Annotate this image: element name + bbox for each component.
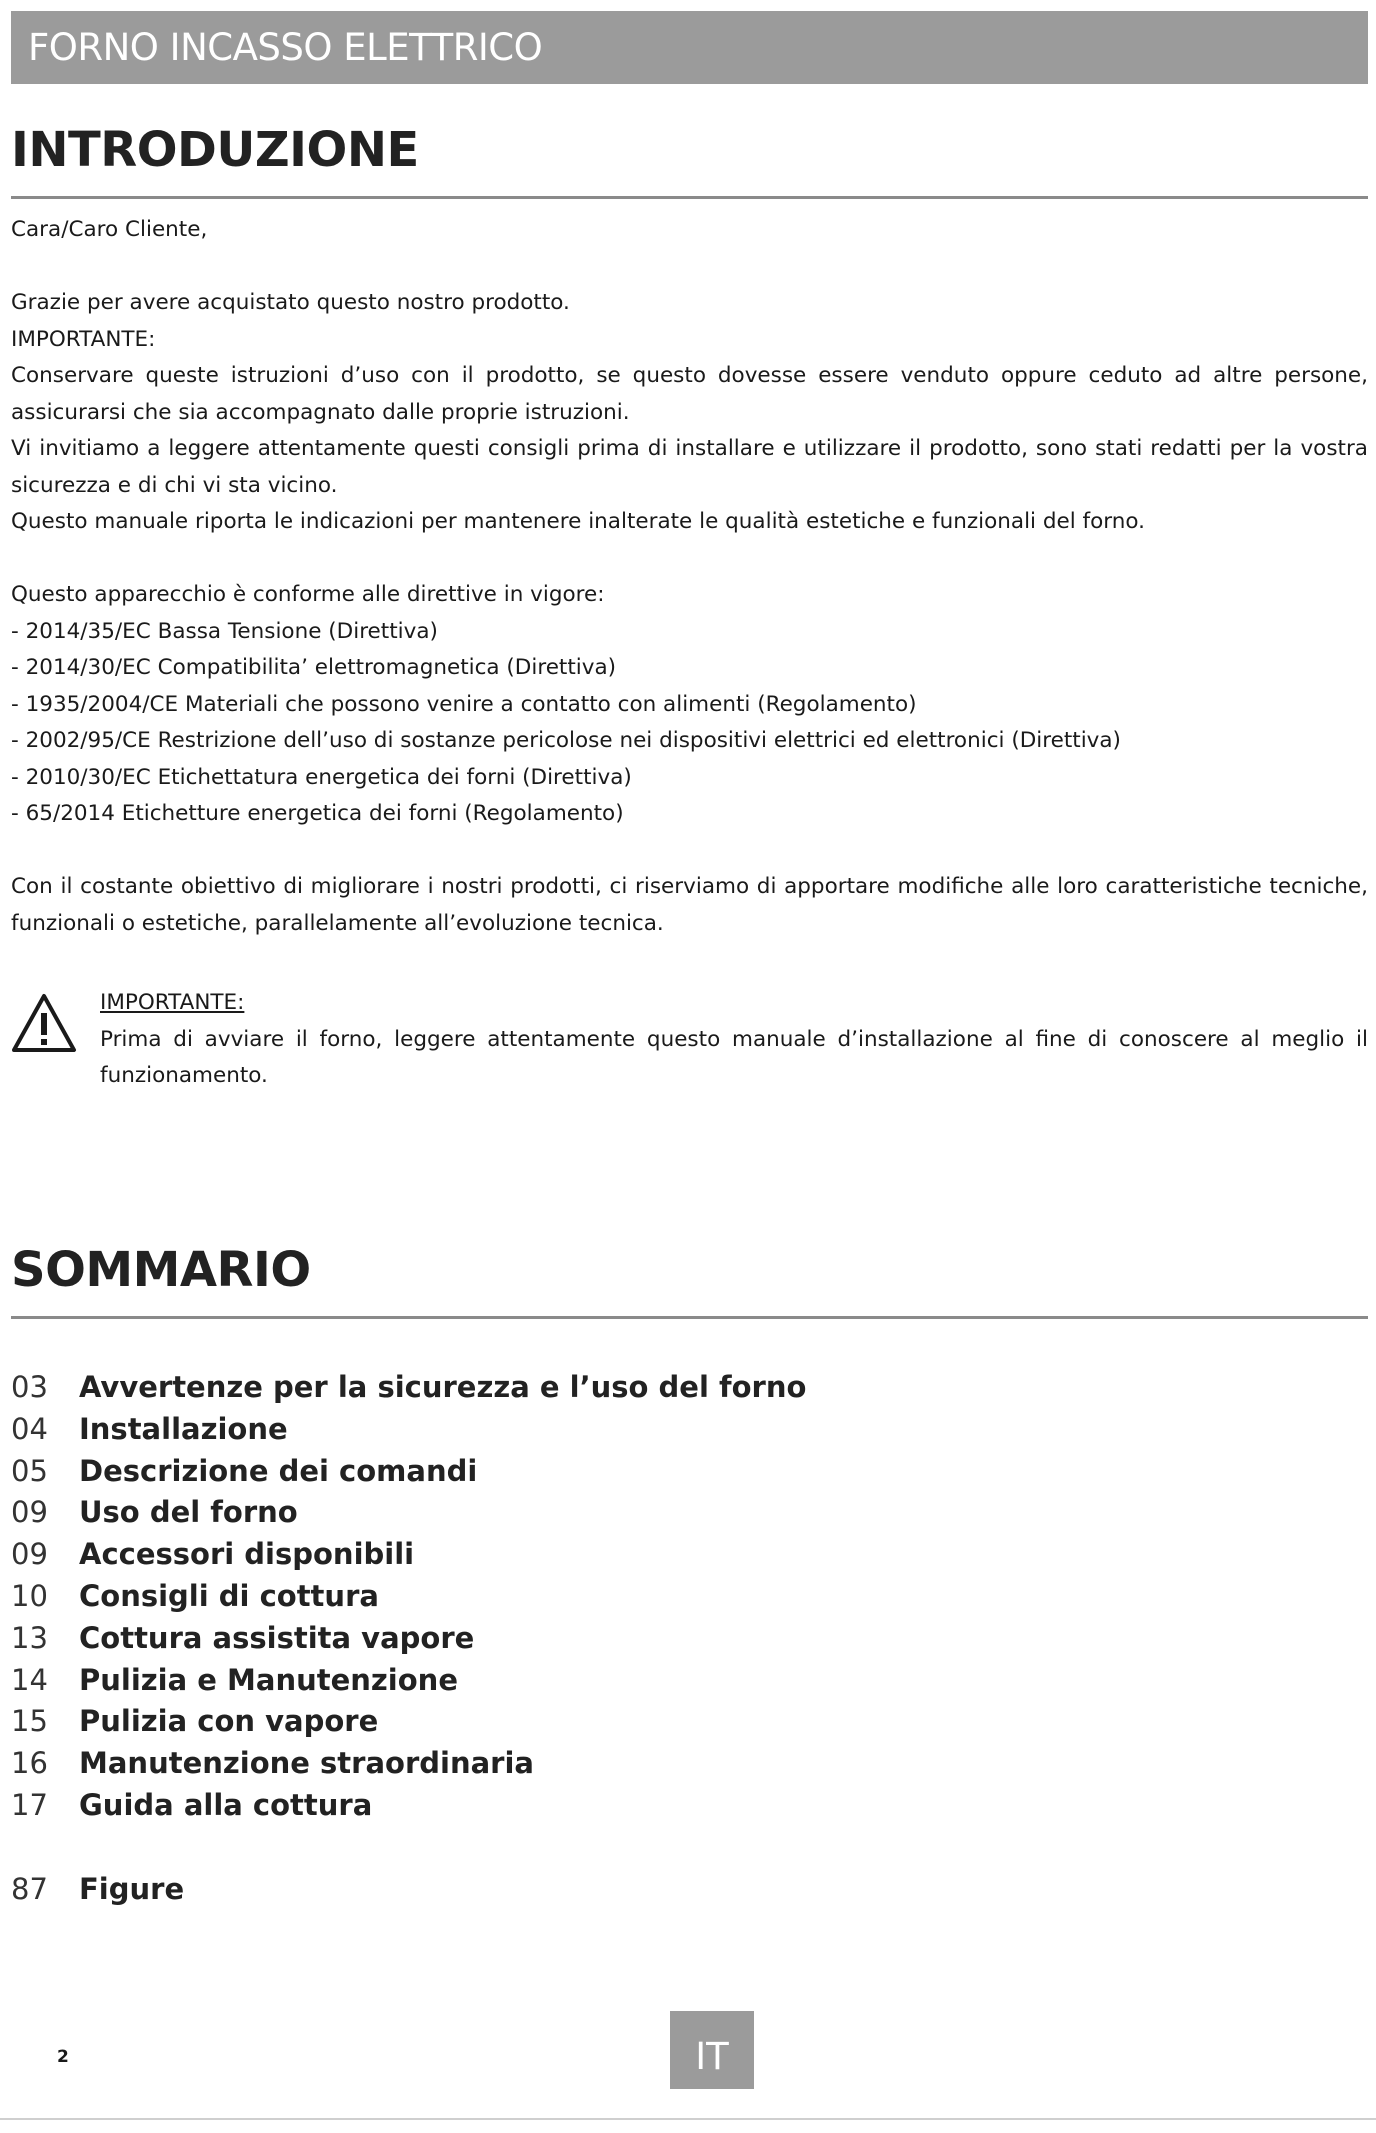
warning-label: IMPORTANTE:: [100, 990, 245, 1015]
intro-body: [11, 212, 1368, 942]
toc-item[interactable]: 05 Descrizione dei comandi: [11, 1453, 478, 1488]
toc-item[interactable]: 09 Uso del forno: [11, 1495, 298, 1530]
toc-item[interactable]: 14 Pulizia e Manutenzione: [11, 1662, 458, 1697]
paragraph-1-line-2: assicurarsi che sia accompagnato dalle proprie istruzioni.: [11, 399, 630, 425]
table-of-contents: [11, 1367, 911, 1910]
toc-item[interactable]: 13 Cottura assistita vapore: [11, 1620, 475, 1655]
document-banner: [11, 11, 1368, 84]
summary-heading: SOMMARIO: [11, 1242, 311, 1298]
important-label: IMPORTANTE:: [11, 326, 156, 352]
paragraph-1-line-1: Conservare queste istruzioni d’uso con il prodotto, se questo dovesse essere venduto oppure ceduto ad altre persone,: [11, 363, 1368, 388]
toc-item[interactable]: 16 Manutenzione straordinaria: [11, 1746, 534, 1781]
language-badge: [670, 2011, 754, 2089]
warning-line-1: Prima di avviare il forno, leggere attentamente questo manuale d’installazione al fine di conoscere al meglio il: [100, 1026, 1368, 1052]
warning-box: [11, 985, 1368, 1095]
paragraph-3: Questo manuale riporta le indicazioni per mantenere inalterate le qualità estetiche e funzionali del forno.: [11, 509, 1145, 534]
toc-item[interactable]: 10 Consigli di cottura: [11, 1578, 379, 1613]
directive-item: - 65/2014 Etichetture energetica dei forni (Regolamento): [11, 801, 624, 826]
directives-intro: Questo apparecchio è conforme alle direttive in vigore:: [11, 582, 605, 607]
toc-item[interactable]: 04 Installazione: [11, 1411, 288, 1446]
toc-item[interactable]: 17 Guida alla cottura: [11, 1787, 373, 1822]
banner-title: FORNO INCASSO ELETTRICO: [28, 26, 543, 69]
warning-triangle-icon: [11, 993, 77, 1053]
intro-rule: [11, 196, 1368, 199]
toc-item[interactable]: 09 Accessori disponibili: [11, 1537, 415, 1572]
language-label: IT: [695, 2034, 729, 2078]
greeting: Cara/Caro Cliente,: [11, 217, 208, 242]
directive-item: - 1935/2004/CE Materiali che possono venire a contatto con alimenti (Regolamento): [11, 691, 917, 717]
paragraph-2-line-2: sicurezza e di chi vi sta vicino.: [11, 472, 338, 498]
warning-line-2: funzionamento.: [100, 1063, 268, 1088]
bottom-divider: [0, 2118, 1376, 2120]
toc-item[interactable]: 03 Avvertenze per la sicurezza e l’uso del forno: [11, 1370, 807, 1404]
page-number: 2: [57, 2047, 69, 2067]
closing-line-1: Con il costante obiettivo di migliorare i nostri prodotti, ci riserviamo di apportare modifiche alle loro caratteristiche tecniche,: [11, 874, 1368, 899]
directive-item: - 2002/95/CE Restrizione dell’uso di sostanze pericolose nei dispositivi elettrici ed elettronici (Direttiva): [11, 728, 1121, 753]
thanks-text: Grazie per avere acquistato questo nostro prodotto.: [11, 290, 570, 315]
directive-item: - 2010/30/EC Etichettatura energetica dei forni (Direttiva): [11, 764, 632, 790]
summary-rule: [11, 1316, 1368, 1319]
closing-line-2: funzionali o estetiche, parallelamente all’evoluzione tecnica.: [11, 910, 664, 936]
toc-item-figures[interactable]: 87 Figure: [11, 1871, 185, 1906]
directive-item: - 2014/30/EC Compatibilita’ elettromagnetica (Direttiva): [11, 655, 617, 680]
intro-heading: INTRODUZIONE: [11, 122, 419, 178]
directive-item: - 2014/35/EC Bassa Tensione (Direttiva): [11, 618, 438, 644]
toc-item[interactable]: 15 Pulizia con vapore: [11, 1704, 379, 1739]
paragraph-2-line-1: Vi invitiamo a leggere attentamente questi consigli prima di installare e utilizzare il prodotto, sono stati redatti per la vostra: [11, 436, 1368, 461]
